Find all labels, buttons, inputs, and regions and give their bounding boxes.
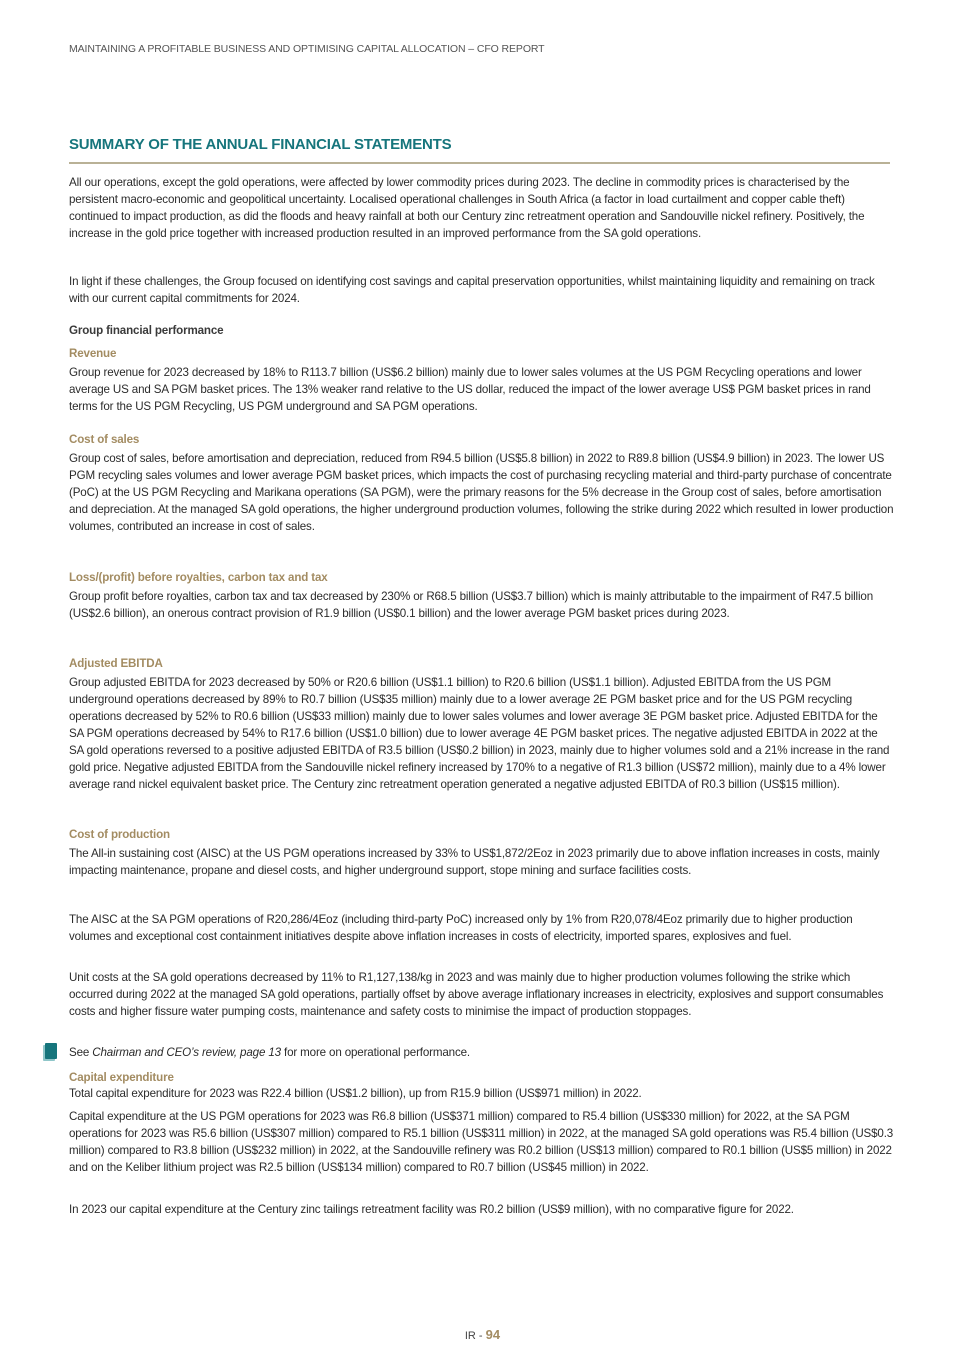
see-reference <box>69 1044 895 1061</box>
chairman-review-link[interactable]: Chairman and CEO’s review, page 13 <box>92 1046 281 1059</box>
section-title: SUMMARY OF THE ANNUAL FINANCIAL STATEMENTS <box>69 136 452 153</box>
group-performance-heading: Group financial performance <box>69 324 224 337</box>
book-reference-icon <box>45 1043 57 1059</box>
page-number <box>0 1327 965 1342</box>
cost-of-sales-heading: Cost of sales <box>69 433 140 446</box>
loss-heading: Loss/(profit) before royalties, carbon tax and tax <box>69 571 328 584</box>
revenue-text: Group revenue for 2023 decreased by 18% to R113.7 billion (US$6.2 billion) mainly due to lower sales volumes at the US PGM Recycling operations and lower average US and SA PGM basket prices. The 13% weaker rand relative to the US dollar, reduced the impact of the lower average US$ PGM basket prices in rand terms for the US PGM Recycling, US PGM underground and SA PGM operations. <box>69 366 871 413</box>
cost-of-production-paragraph-1: The All-in sustaining cost (AISC) at the US PGM operations increased by 33% to US$1,872/2Eoz in 2023 primarily due to above inflation increases in costs, mainly impacting maintenance, propane and diesel costs, and higher underground support, stope mining and surface facilities costs. <box>69 847 880 877</box>
cost-of-production-heading: Cost of production <box>69 828 170 841</box>
page-prefix: IR - <box>464 1330 486 1342</box>
cost-of-sales-text: Group cost of sales, before amortisation and depreciation, reduced from R94.5 billion (US$5.8 billion) in 2022 to R89.8 billion (US$4.9 billion) in 2023. The lower US PGM recycling sales volumes and lower average PGM basket prices, which impacts the cost of purchasing recycling material and third-party purchase of concentrate (PoC) at the US PGM Recycling and Marikana operations (SA PGM), were the primary reasons for the 5% decrease in the Group cost of sales, before amortisation and depreciation. At the managed SA gold operations, the higher underground production volumes, following the strike during 2022 which resulted in lower production volumes, contributed an increase in cost of sales. <box>69 452 894 533</box>
capex-paragraph-2: Capital expenditure at the US PGM operations for 2023 was R6.8 billion (US$371 million) compared to R5.4 billion (US$330 million) for 2022, at the SA PGM operations for 2023 was R5.6 billion (US$307 million) compared to R5.1 billion (US$311 million) in 2022, at the managed SA gold operations was R5.4 billion (US$0.3 million) compared to R3.8 billion (US$232 million) in 2022, at the Sandouville refinery was R0.2 billion (US$13 million) compared to R0.1 billion (US$5 million) in 2022 and on the Keliber lithium project was R2.5 billion (US$134 million) compared to R0.7 billion (US$45 million) in 2022. <box>69 1110 894 1174</box>
intro-paragraph-1: All our operations, except the gold operations, were affected by lower commodity prices during 2023. The decline in commodity prices is characterised by the persistent macro-economic and geopolitical uncertainty. Localised operational challenges in South Africa (a factor in load curtailment and copper cable theft) continued to impact production, as did the floods and heavy rainfall at both our Century zinc retreatment operation and Sandouville nickel refinery. Positively, the increase in the gold price together with increased production resulted in an improved performance from the SA gold operations. <box>69 176 865 240</box>
cost-of-production-paragraph-3: Unit costs at the SA gold operations decreased by 11% to R1,127,138/kg in 2023 and was mainly due to higher production volumes following the strike which occurred during 2022 at the managed SA gold operations, partially offset by above average inflationary increases in electricity, explosives and support consumables costs and higher fissure water pumping costs, maintenance and safety costs to minimise the impact of production stoppages. <box>69 971 884 1018</box>
page-number-value: 94 <box>485 1327 501 1342</box>
loss-text: Group profit before royalties, carbon tax and tax decreased by 230% or R68.5 billion (US$3.7 billion) which is mainly attributable to the impairment of R47.5 billion (US$2.6 billion), an onerous contract provision of R1.9 billion (US$0.1 billion) and the lower average PGM basket prices during 2023. <box>69 590 873 620</box>
cost-of-production-paragraph-2: The AISC at the SA PGM operations of R20,286/4Eoz (including third-party PoC) increased only by 1% from R20,078/4Eoz primarily due to higher production volumes and exceptional cost containment initiatives despite above inflation increases in costs of electricity, imported spares, explosives and fuel. <box>69 913 853 943</box>
title-divider <box>69 162 890 164</box>
ebitda-heading: Adjusted EBITDA <box>69 657 163 670</box>
revenue-heading: Revenue <box>69 347 117 360</box>
see-prefix: See <box>69 1046 93 1059</box>
capex-paragraph-1: Total capital expenditure for 2023 was R22.4 billion (US$1.2 billion), up from R15.9 billion (US$971 million) in 2022. <box>69 1087 642 1100</box>
capex-heading: Capital expenditure <box>69 1071 174 1084</box>
intro-paragraph-2: In light if these challenges, the Group focused on identifying cost savings and capital preservation opportunities, whilst maintaining liquidity and remaining on track with our current capital commitments for 2024. <box>69 275 875 305</box>
ebitda-text: Group adjusted EBITDA for 2023 decreased by 50% or R20.6 billion (US$1.1 billion) to R20.6 billion (US$1.1 billion). Adjusted EBITDA from the US PGM underground operations decreased by 89% to R0.7 billion (US$35 million) mainly due to a lower average 2E PGM basket price and for the US PGM recycling operations decreased by 52% to R0.6 billion (US$33 million) mainly due to lower sales volumes and lower average 3E PGM basket price. Adjusted EBITDA for the SA PGM operations decreased by 54% to R17.6 billion (US$1.0 billion) due to lower average 4E PGM basket prices. The negative adjusted EBITDA in 2022 at the SA gold operations reversed to a positive adjusted EBITDA of R3.5 billion (US$0.2 billion) in 2023, mainly due to higher volumes sold and a 21% increase in the rand gold price. Negative adjusted EBITDA from the Sandouville nickel refinery increased by 170% to a negative of R1.3 billion (US$72 million), mainly due to a 4% lower average rand nickel equivalent basket price. The Century zinc retreatment operation generated a negative adjusted EBITDA of R0.3 billion (US$15 million). <box>69 676 890 791</box>
capex-paragraph-3: In 2023 our capital expenditure at the Century zinc tailings retreatment facility was R0.2 billion (US$9 million), with no comparative figure for 2022. <box>69 1203 794 1216</box>
see-suffix: for more on operational performance. <box>280 1046 470 1059</box>
running-header: MAINTAINING A PROFITABLE BUSINESS AND OPTIMISING CAPITAL ALLOCATION – CFO REPORT <box>69 43 545 55</box>
